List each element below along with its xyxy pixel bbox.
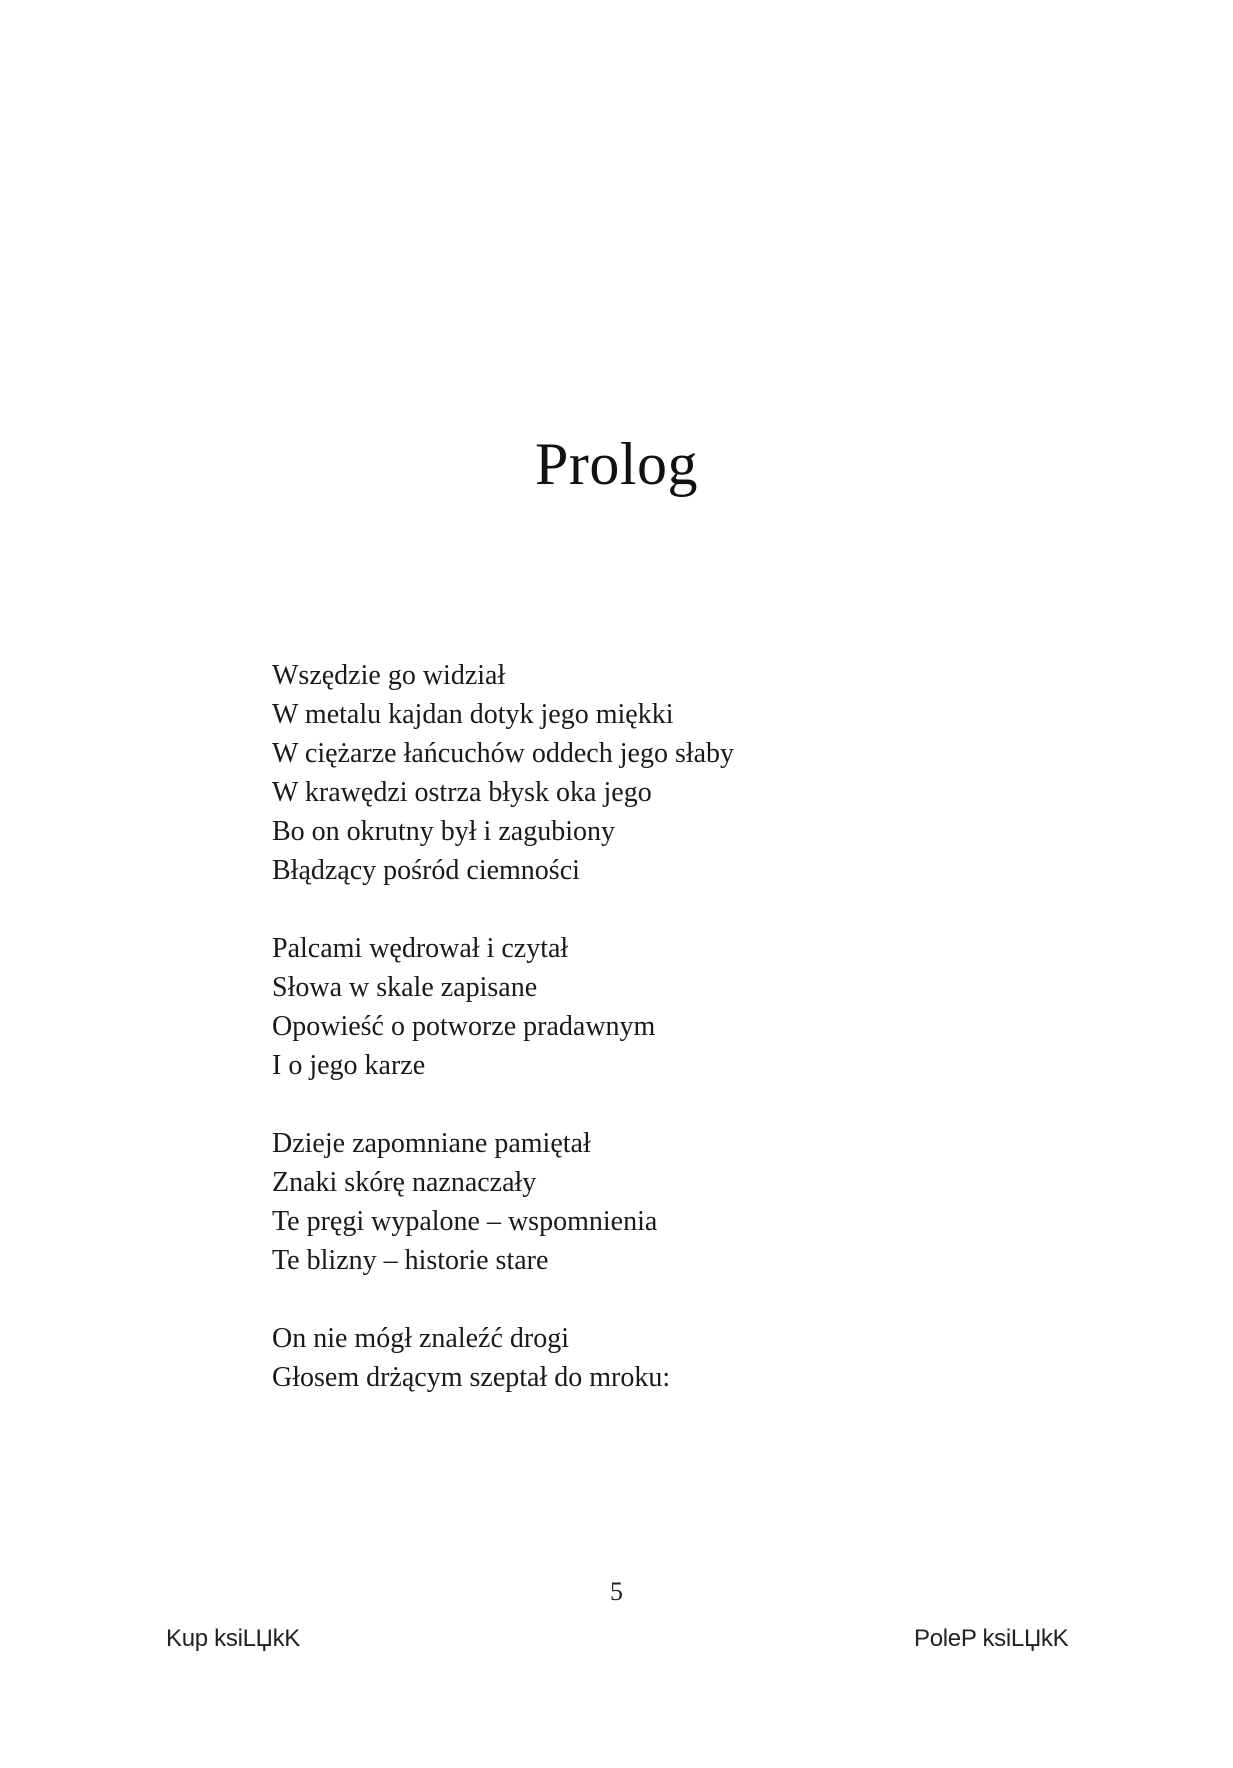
verse-line: Głosem drżącym szeptał do mroku:	[272, 1362, 671, 1393]
verse-line: Te pręgi wypalone – wspomnienia	[272, 1206, 658, 1237]
verse-line: Te blizny – historie stare	[272, 1245, 549, 1276]
buy-book-link[interactable]: Kup ksiLЏkK	[166, 1625, 301, 1652]
verse-line: On nie mógł znaleźć drogi	[272, 1323, 570, 1354]
verse-line: Błądzący pośród ciemności	[272, 855, 580, 886]
verse-line: Wszędzie go widział	[272, 660, 506, 691]
verse-line: Dzieje zapomniane pamiętał	[272, 1128, 591, 1159]
verse-line: Bo on okrutny był i zagubiony	[272, 816, 615, 847]
verse-line: W metalu kajdan dotyk jego miękki	[272, 699, 674, 730]
verse-line: W krawędzi ostrza błysk oka jego	[272, 777, 652, 808]
verse-line: Opowieść o potworze pradawnym	[272, 1011, 656, 1042]
verse-line: Palcami wędrował i czytał	[272, 933, 569, 964]
stanza-1	[272, 656, 1072, 890]
chapter-title: Prolog	[534, 431, 699, 497]
verse-line: I o jego karze	[272, 1050, 426, 1081]
stanza-3	[272, 1124, 1072, 1280]
page-number: 5	[610, 1577, 623, 1606]
verse-line: Znaki skórę naznaczały	[272, 1167, 537, 1198]
recommend-book-link[interactable]: PoleP ksiLЏkK	[914, 1625, 1069, 1652]
poem	[272, 656, 1072, 1436]
stanza-4	[272, 1319, 1072, 1397]
verse-line: W ciężarze łańcuchów oddech jego słaby	[272, 738, 735, 769]
verse-line: Słowa w skale zapisane	[272, 972, 538, 1003]
stanza-2	[272, 929, 1072, 1085]
